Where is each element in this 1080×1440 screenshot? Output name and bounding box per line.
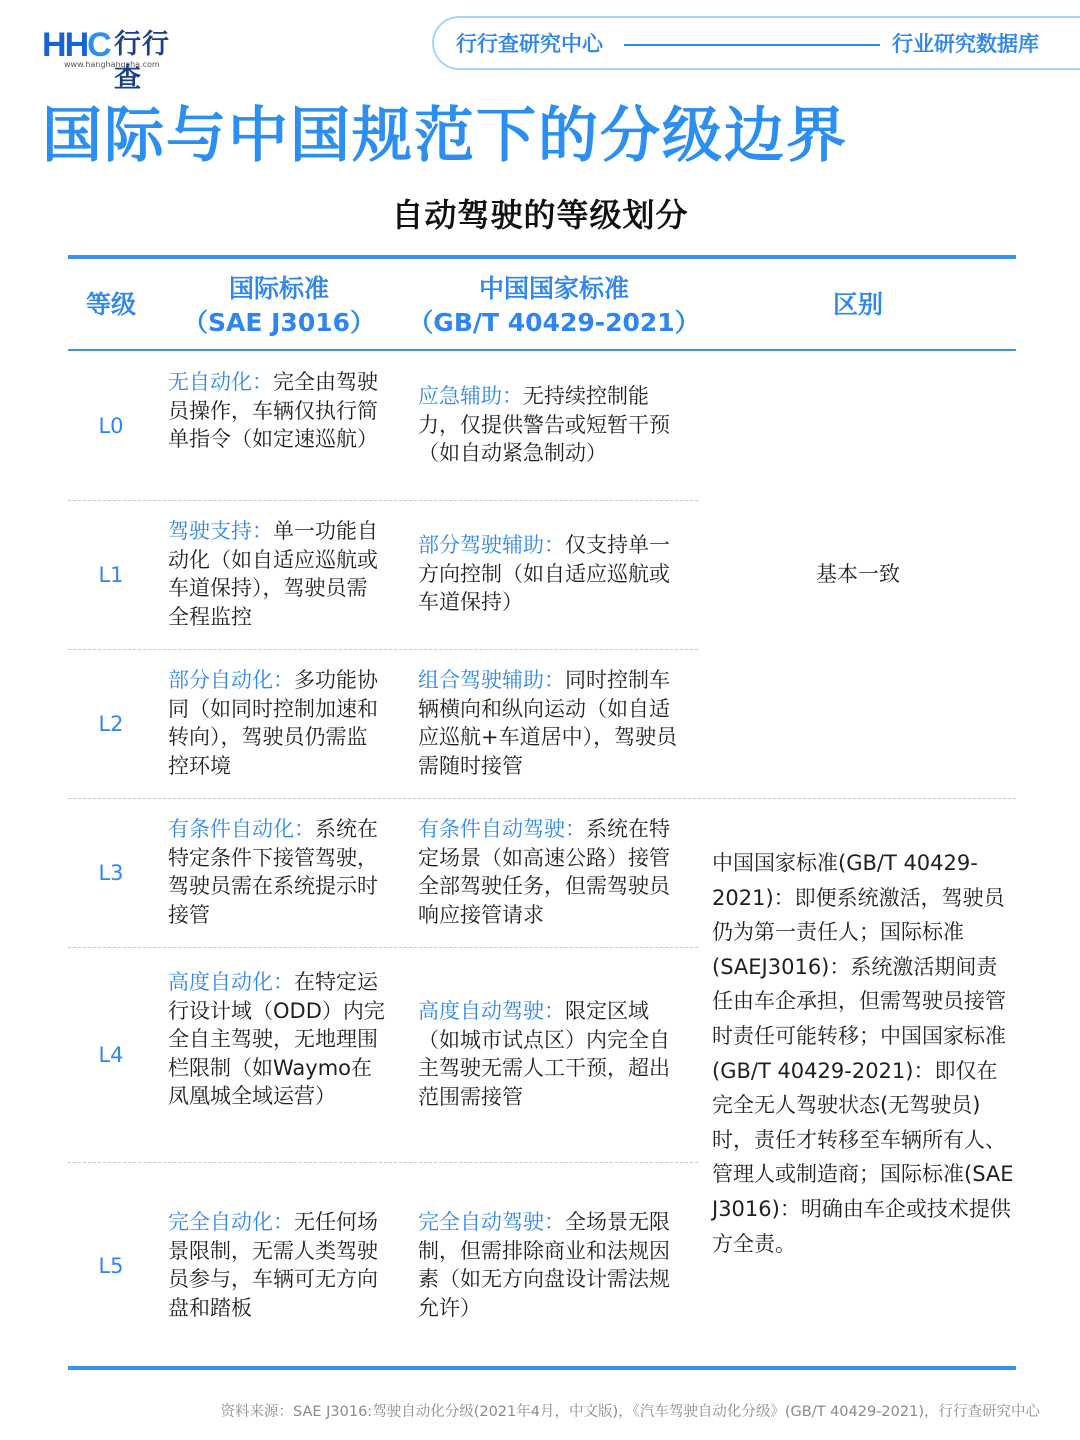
intl-standard-cell [168, 1208, 388, 1322]
header-pill [432, 16, 1080, 70]
intl-term: 高度自动化： [168, 970, 294, 994]
intl-standard-cell [168, 368, 388, 454]
intl-standard-cell [168, 666, 388, 780]
logo-mark-c: C [87, 26, 110, 64]
intl-term: 驾驶支持： [168, 519, 273, 543]
logo-mark [42, 26, 110, 64]
table-row [68, 650, 698, 798]
header-cn-standard [404, 272, 704, 340]
intl-desc: 多功能协同（如同时控制加速和转向），驾驶员仍需监控环境 [168, 668, 378, 778]
cn-term: 高度自动驾驶： [418, 999, 565, 1023]
cn-standard-cell [418, 815, 686, 929]
logo-mark-h1: H [42, 26, 65, 64]
page-title: 国际与中国规范下的分级边界 [42, 101, 848, 171]
database-label: 行业研究数据库 [892, 32, 1039, 56]
header-level: 等级 [85, 290, 136, 319]
intl-desc: 系统在特定条件下接管驾驶，驾驶员需在系统提示时接管 [168, 817, 378, 927]
intl-standard-cell [168, 815, 388, 929]
header-divider-line [624, 44, 880, 46]
cn-desc: 系统在特定场景（如高速公路）接管全部驾驶任务，但需驾驶员响应接管请求 [418, 817, 670, 927]
cn-desc: 全场景无限制，但需排除商业和法规因素（如无方向盘设计需法规允许） [418, 1210, 670, 1320]
difference-l0-l2: 基本一致 [816, 562, 900, 586]
logo-url: www.hanghangcha.com [64, 60, 160, 69]
intl-desc: 无任何场景限制，无需人类驾驶员参与，车辆可无方向盘和踏板 [168, 1210, 378, 1320]
cn-standard-cell [418, 1208, 686, 1322]
header-intl-line2: （SAE J3016） [182, 308, 376, 337]
cn-term: 应急辅助： [418, 384, 523, 408]
intl-desc: 在特定运行设计域（ODD）内完全自主驾驶，无地理围栏限制（如Waymo在凤凰城全域运营） [168, 970, 385, 1108]
table-row [68, 501, 698, 649]
level-label: L5 [98, 1254, 124, 1278]
table-row [68, 948, 698, 1162]
intl-standard-cell [168, 517, 388, 631]
intl-term: 完全自动化： [168, 1210, 294, 1234]
cn-term: 完全自动驾驶： [418, 1210, 565, 1234]
cn-standard-cell [418, 666, 686, 780]
level-label: L0 [98, 414, 124, 438]
table-header-rule [68, 349, 1016, 351]
cn-term: 有条件自动驾驶： [418, 817, 586, 841]
header-cn-line2: （GB/T 40429-2021） [408, 308, 700, 337]
header-intl-line1: 国际标准 [228, 274, 329, 303]
research-center-label: 行行查研究中心 [456, 32, 603, 56]
intl-term: 无自动化： [168, 370, 273, 394]
cn-standard-cell [418, 382, 686, 468]
table-row [68, 352, 698, 500]
cn-desc: 限定区域（如城市试点区）内完全自主驾驶无需人工干预，超出范围需接管 [418, 999, 670, 1109]
intl-term: 有条件自动化： [168, 817, 315, 841]
cn-standard-cell [418, 531, 686, 617]
cn-desc: 无持续控制能力，仅提供警告或短暂干预（如自动紧急制动） [418, 384, 670, 465]
cn-term: 部分驾驶辅助： [418, 533, 565, 557]
difference-l3-l5: 中国国家标准(GB/T 40429-2021)：即便系统激活，驾驶员仍为第一责任人；国际标准(SAEJ3016)：系统激活期间责任由车企承担，但需驾驶员接管时责任可能转移；中国国家标准(GB/T 40429-2021)：即仅在完全无人驾驶状态(无驾驶员)时，责任才转移至车辆所有人、管理人或制造商；国际标准(SAE J3016)：明确由车企或技术提供方全责。 [712, 851, 1014, 1256]
table-bottom-rule [68, 1366, 1016, 1370]
cn-desc: 仅支持单一方向控制（如自适应巡航或车道保持） [418, 533, 670, 614]
cn-term: 组合驾驶辅助： [418, 668, 565, 692]
level-label: L3 [98, 861, 124, 885]
intl-desc: 单一功能自动化（如自适应巡航或车道保持），驾驶员需全程监控 [168, 519, 378, 629]
table-title: 自动驾驶的等级划分 [391, 196, 689, 234]
intl-standard-cell [168, 968, 388, 1111]
logo-mark-h2: H [64, 26, 88, 64]
intl-term: 部分自动化： [168, 668, 294, 692]
brand-logo [42, 26, 192, 94]
level-label: L2 [98, 712, 124, 736]
level-label: L4 [98, 1043, 124, 1067]
table-top-rule [68, 255, 1016, 259]
logo-name: 行行查 [114, 29, 170, 94]
cn-standard-cell [418, 997, 686, 1111]
intl-desc: 完全由驾驶员操作，车辆仅执行简单指令（如定速巡航） [168, 370, 378, 451]
table-row [68, 799, 698, 947]
source-note: 资料来源：SAE J3016:驾驶自动化分级(2021年4月，中文版)，《汽车驾驶自动化分级》(GB/T 40429-2021)，行行查研究中心 [220, 1404, 1040, 1420]
header-difference: 区别 [832, 290, 883, 319]
table-row [68, 1163, 698, 1363]
cn-desc: 同时控制车辆横向和纵向运动（如自适应巡航+车道居中），驾驶员需随时接管 [418, 668, 678, 778]
header-cn-line1: 中国国家标准 [478, 274, 629, 303]
level-label: L1 [98, 563, 124, 587]
header-intl-standard [164, 272, 394, 340]
